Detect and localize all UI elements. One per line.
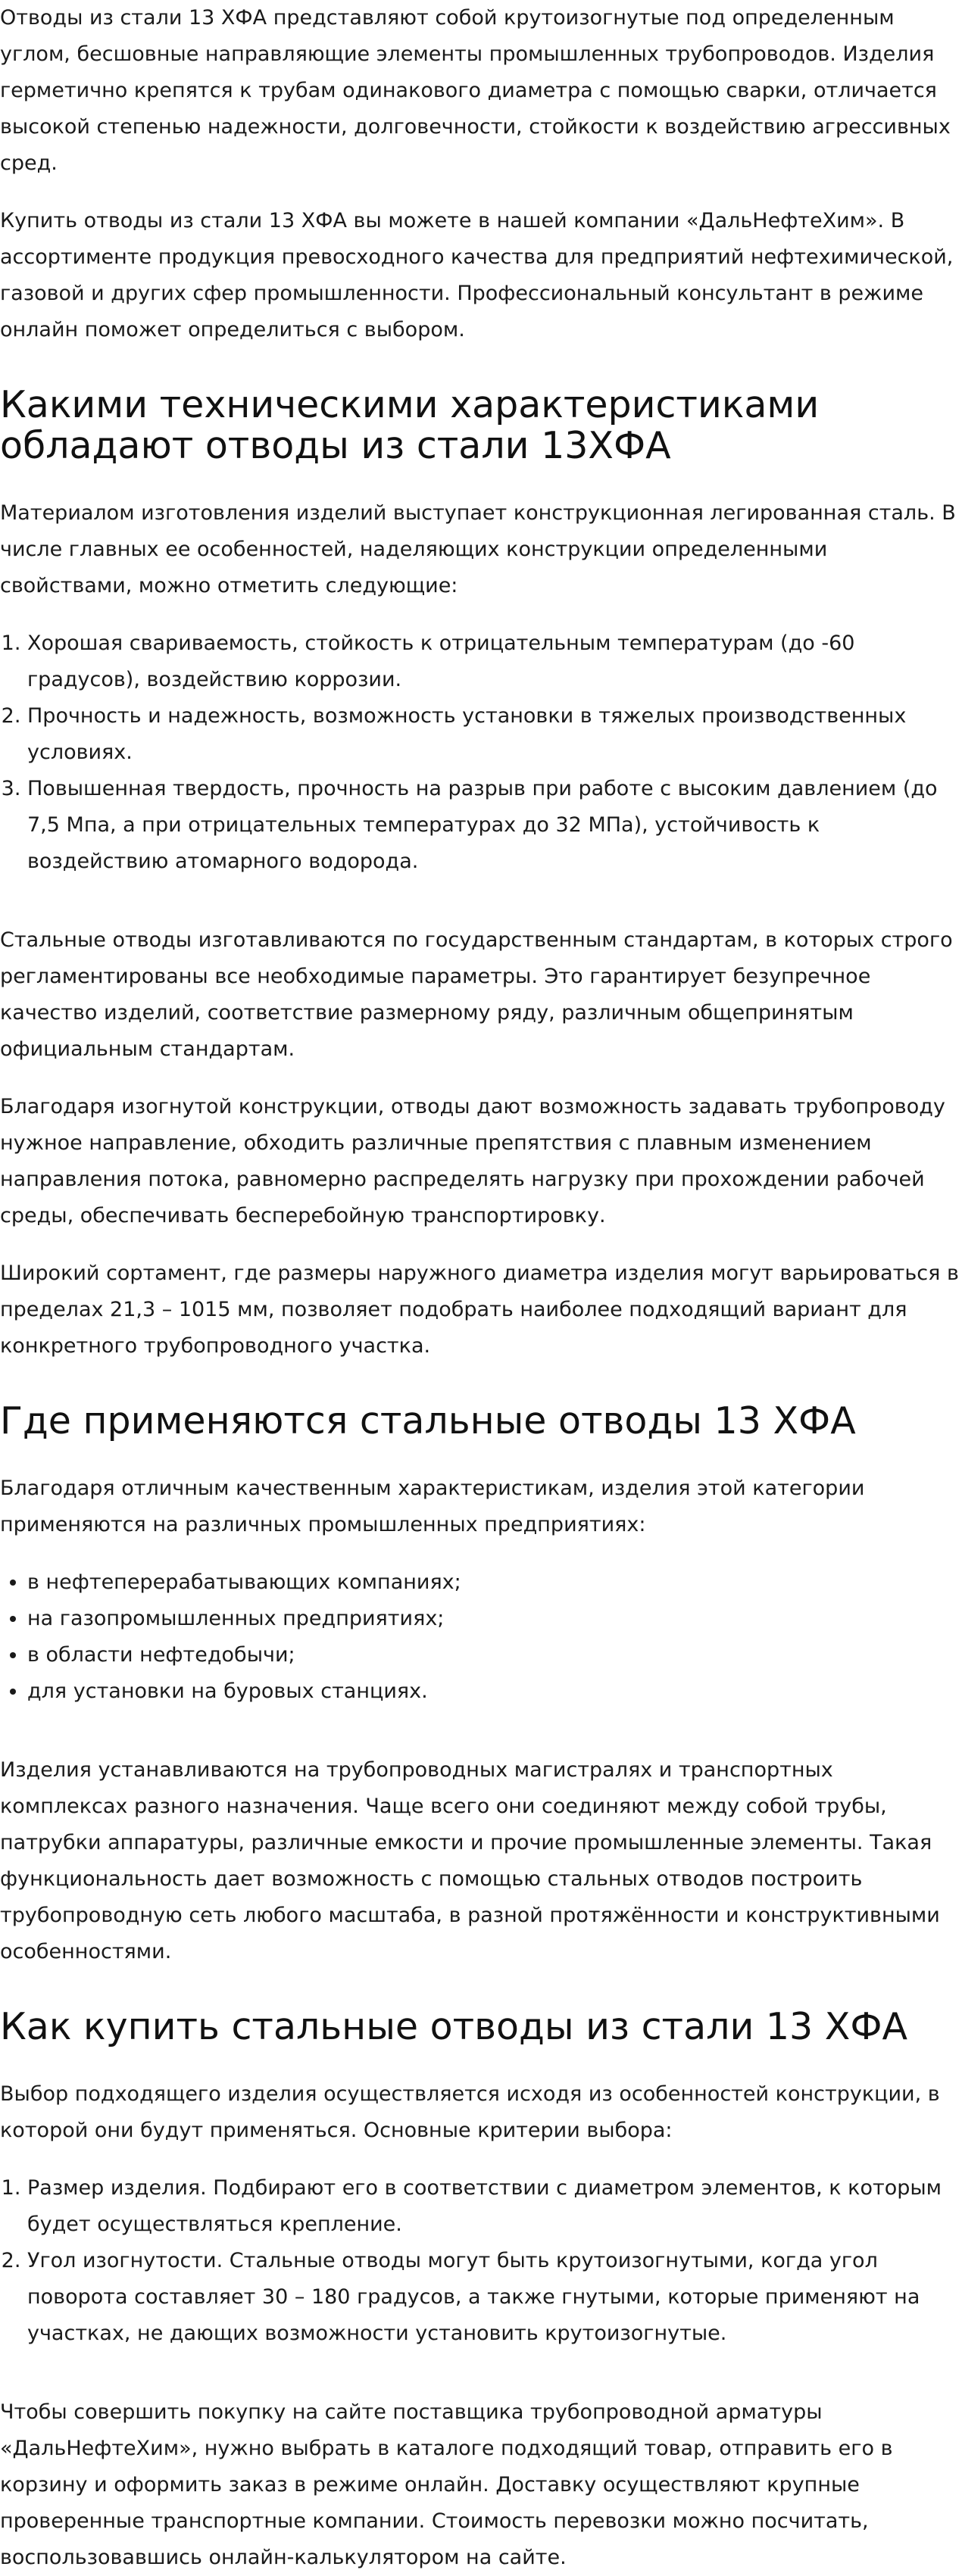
intro-paragraph-2: Купить отводы из стали 13 ХФА вы можете в нашей компании «ДальНефтеХим». В ассортименте продукция превосходного качества для предприятий нефтехимической, газовой и других сфер промышленности. Профессиональный консультант в режиме онлайн поможет определиться с выбором.	[0, 209, 954, 341]
characteristics-list	[0, 625, 962, 880]
buying-criteria-list	[0, 2170, 962, 2352]
list-item: 1. Хорошая свариваемость, стойкость к отрицательным температурам (до -60 градусов), воздействию коррозии.	[27, 625, 962, 698]
intro-paragraph-1: Отводы из стали 13 ХФА представляют собой крутоизогнутые под определенным углом, бесшовные направляющие элементы промышленных трубопроводов. Изделия герметично крепятся к трубам одинакового диаметра с помощью сварки, отличается высокой степенью надежности, долговечности, стойкости к воздействию агрессивных сред.	[0, 6, 951, 175]
applications-list	[0, 1564, 962, 1710]
buying-paragraph-1: Выбор подходящего изделия осуществляется исходя из особенностей конструкции, в которой они будут применяться. Основные критерии выбора:	[0, 2082, 940, 2142]
section-heading-characteristics: Какими техническими характеристиками обладают отводы из стали 13ХФА	[0, 383, 820, 467]
applications-paragraph-1: Благодаря отличным качественным характеристикам, изделия этой категории применяются на различных промышленных предприятиях:	[0, 1477, 865, 1536]
list-item: • для установки на буровых станциях.	[27, 1673, 962, 1710]
list-item: • в нефтеперерабатывающих компаниях;	[27, 1564, 962, 1601]
characteristics-paragraph-4: Широкий сортамент, где размеры наружного диаметра изделия могут варьироваться в пределах 21,3 – 1015 мм, позволяет подобрать наиболее подходящий вариант для конкретного трубопроводного участка.	[0, 1261, 959, 1358]
list-item: 3. Повышенная твердость, прочность на разрыв при работе с высоким давлением (до 7,5 Мпа, а при отрицательных температурах до 32 МПа), устойчивость к воздействию атомарного водорода.	[27, 771, 962, 880]
list-item: 1. Размер изделия. Подбирают его в соответствии с диаметром элементов, к которым будет осуществляться крепление.	[27, 2170, 962, 2243]
characteristics-paragraph-3: Благодаря изогнутой конструкции, отводы дают возможность задавать трубопроводу нужное направление, обходить различные препятствия с плавным изменением направления потока, равномерно распределять нагрузку при прохождении рабочей среды, обеспечивать бесперебойную транспортировку.	[0, 1095, 945, 1227]
applications-paragraph-2: Изделия устанавливаются на трубопроводных магистралях и транспортных комплексах разного назначения. Чаще всего они соединяют между собой трубы, патрубки аппаратуры, различные емкости и прочие промышленные элементы. Такая функциональность дает возможность с помощью стальных отводов построить трубопроводную сеть любого масштаба, в разной протяжённости и конструктивными особенностями.	[0, 1758, 940, 1963]
list-item: 2. Прочность и надежность, возможность установки в тяжелых производственных условиях.	[27, 698, 962, 771]
buying-paragraph-2: Чтобы совершить покупку на сайте поставщика трубопроводной арматуры «ДальНефтеХим», нужно выбрать в каталоге подходящий товар, отправить его в корзину и оформить заказ в режиме онлайн. Доставку осуществляют крупные проверенные транспортные компании. Стоимость перевозки можно посчитать, воспользовавшись онлайн-калькулятором на сайте.	[0, 2400, 893, 2569]
list-item: • в области нефтедобычи;	[27, 1637, 962, 1673]
list-item: 2. Угол изогнутости. Стальные отводы могут быть крутоизогнутыми, когда угол поворота составляет 30 – 180 градусов, а также гнутыми, которые применяют на участках, не дающих возможности установить крутоизогнутые.	[27, 2243, 962, 2352]
section-heading-applications: Где применяются стальные отводы 13 ХФА	[0, 1399, 856, 1442]
characteristics-paragraph-2: Стальные отводы изготавливаются по государственным стандартам, в которых строго регламентированы все необходимые параметры. Это гарантирует безупречное качество изделий, соответствие размерному ряду, различным общепринятым официальным стандартам.	[0, 928, 953, 1061]
section-heading-buying: Как купить стальные отводы из стали 13 ХФА	[0, 2005, 908, 2048]
characteristics-paragraph-1: Материалом изготовления изделий выступает конструкционная легированная сталь. В числе главных ее особенностей, наделяющих конструкции определенными свойствами, можно отметить следующие:	[0, 501, 956, 597]
list-item: • на газопромышленных предприятиях;	[27, 1601, 962, 1637]
